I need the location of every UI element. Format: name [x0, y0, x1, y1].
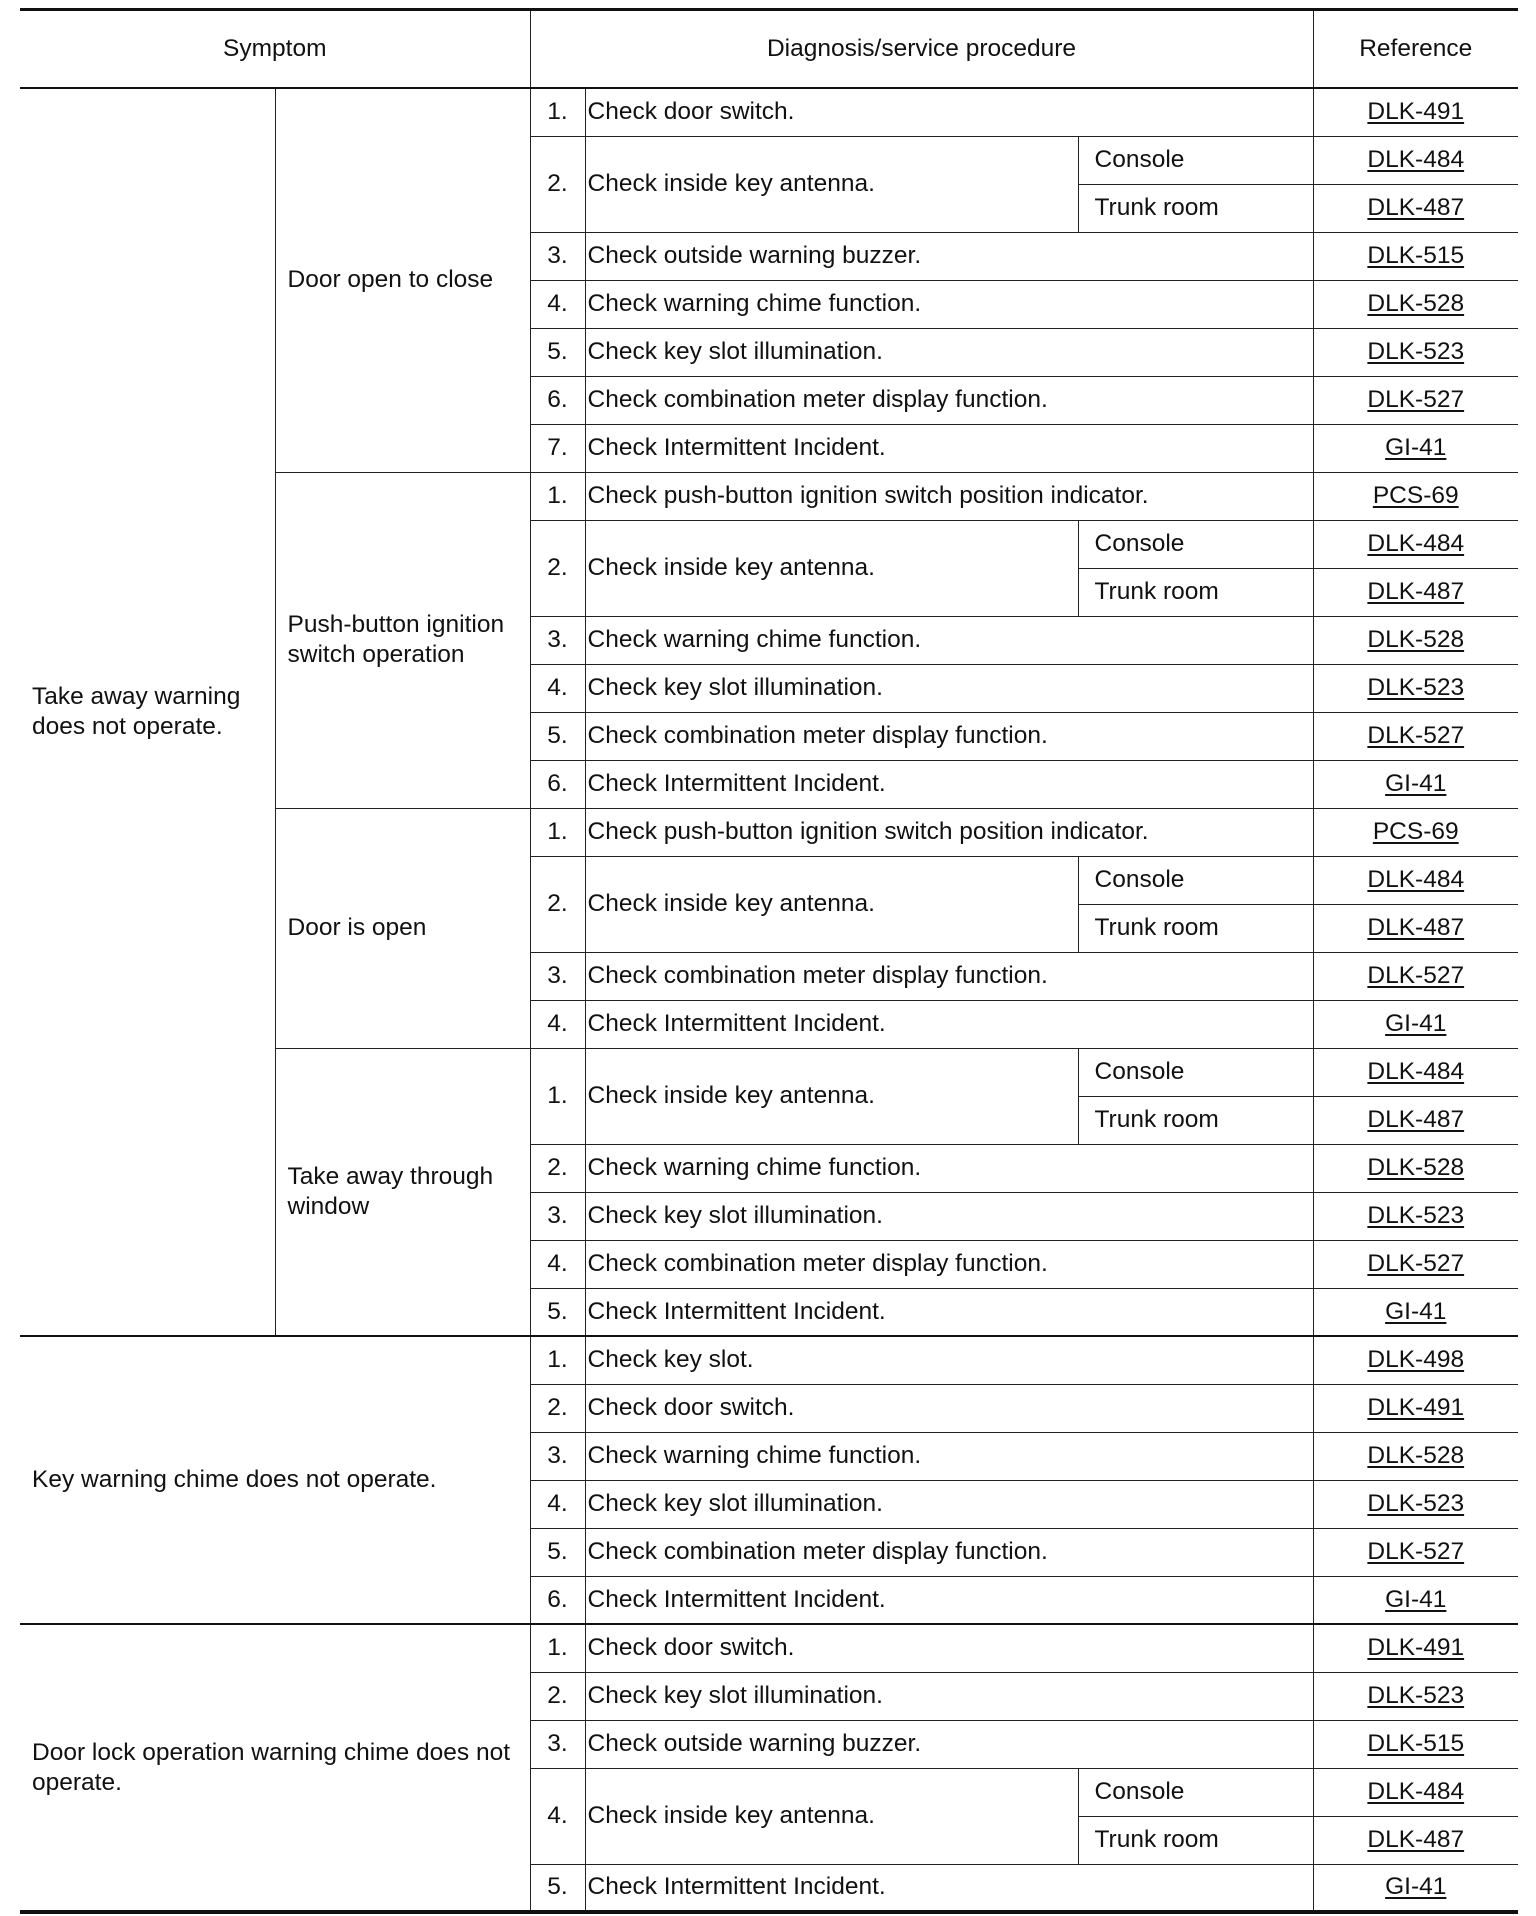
step-text: Check inside key antenna.: [585, 1048, 1078, 1144]
reference-cell: [1313, 568, 1518, 616]
table-row: [20, 1336, 1518, 1384]
step-number: 4.: [530, 664, 585, 712]
reference-cell: [1313, 1048, 1518, 1096]
symptom-label: Door lock operation warning chime does not operate.: [20, 1624, 530, 1912]
step-text: Check inside key antenna.: [585, 136, 1078, 232]
reference-cell: [1313, 1288, 1518, 1336]
reference-link[interactable]: DLK-523: [1367, 338, 1465, 366]
reference-cell: [1313, 1672, 1518, 1720]
step-number: 5.: [530, 1528, 585, 1576]
reference-cell: [1313, 1384, 1518, 1432]
step-text: Check door switch.: [585, 1384, 1313, 1432]
step-text: Check combination meter display function.: [585, 1528, 1313, 1576]
header-reference: Reference: [1313, 10, 1518, 89]
step-number: 2.: [530, 1672, 585, 1720]
step-number: 3.: [530, 1432, 585, 1480]
step-sub-location: Console: [1078, 136, 1313, 184]
step-text: Check combination meter display function.: [585, 952, 1313, 1000]
step-number: 3.: [530, 616, 585, 664]
reference-link[interactable]: PCS-69: [1372, 818, 1459, 846]
reference-link[interactable]: GI-41: [1385, 1010, 1447, 1038]
reference-cell: [1313, 664, 1518, 712]
reference-cell: [1313, 760, 1518, 808]
step-number: 3.: [530, 232, 585, 280]
step-number: 5.: [530, 712, 585, 760]
condition-label: Door is open: [275, 808, 530, 1048]
step-number: 1.: [530, 1048, 585, 1144]
reference-link[interactable]: DLK-515: [1367, 242, 1465, 270]
reference-cell: [1313, 88, 1518, 136]
step-number: 1.: [530, 1624, 585, 1672]
reference-link[interactable]: DLK-487: [1367, 578, 1465, 606]
step-text: Check outside warning buzzer.: [585, 1720, 1313, 1768]
reference-link[interactable]: GI-41: [1385, 1873, 1447, 1901]
reference-link[interactable]: DLK-523: [1367, 1682, 1465, 1710]
reference-cell: [1313, 1576, 1518, 1624]
reference-link[interactable]: DLK-527: [1367, 1250, 1465, 1278]
reference-link[interactable]: DLK-527: [1367, 962, 1465, 990]
reference-cell: [1313, 1816, 1518, 1864]
step-number: 3.: [530, 1192, 585, 1240]
condition-label: Take away through window: [275, 1048, 530, 1336]
reference-link[interactable]: DLK-484: [1367, 530, 1465, 558]
step-sub-location: Trunk room: [1078, 568, 1313, 616]
step-text: Check door switch.: [585, 1624, 1313, 1672]
step-number: 5.: [530, 1864, 585, 1912]
reference-cell: [1313, 1720, 1518, 1768]
reference-link[interactable]: GI-41: [1385, 1297, 1447, 1325]
step-number: 2.: [530, 520, 585, 616]
symptom-label: Key warning chime does not operate.: [20, 1336, 530, 1624]
reference-link[interactable]: DLK-491: [1367, 1634, 1465, 1662]
reference-link[interactable]: DLK-528: [1367, 290, 1465, 318]
step-text: Check Intermittent Incident.: [585, 424, 1313, 472]
reference-cell: [1313, 520, 1518, 568]
step-text: Check warning chime function.: [585, 280, 1313, 328]
step-text: Check Intermittent Incident.: [585, 1864, 1313, 1912]
reference-link[interactable]: DLK-523: [1367, 674, 1465, 702]
step-sub-location: Console: [1078, 1048, 1313, 1096]
reference-link[interactable]: DLK-487: [1367, 194, 1465, 222]
reference-link[interactable]: DLK-528: [1367, 1154, 1465, 1182]
reference-cell: [1313, 376, 1518, 424]
step-number: 3.: [530, 952, 585, 1000]
reference-cell: [1313, 1192, 1518, 1240]
step-number: 5.: [530, 1288, 585, 1336]
step-sub-location: Console: [1078, 856, 1313, 904]
reference-cell: [1313, 904, 1518, 952]
step-text: Check key slot illumination.: [585, 1672, 1313, 1720]
reference-link[interactable]: DLK-491: [1367, 98, 1465, 126]
reference-cell: [1313, 1144, 1518, 1192]
reference-cell: [1313, 1624, 1518, 1672]
header-procedure: Diagnosis/service procedure: [530, 10, 1313, 89]
table-body: [20, 88, 1518, 1912]
reference-cell: [1313, 232, 1518, 280]
step-text: Check Intermittent Incident.: [585, 760, 1313, 808]
step-text: Check Intermittent Incident.: [585, 1576, 1313, 1624]
reference-link[interactable]: GI-41: [1385, 434, 1447, 462]
reference-link[interactable]: GI-41: [1385, 770, 1447, 798]
step-number: 6.: [530, 376, 585, 424]
reference-link[interactable]: DLK-487: [1367, 1106, 1465, 1134]
step-number: 2.: [530, 856, 585, 952]
reference-link[interactable]: DLK-487: [1367, 914, 1465, 942]
reference-link[interactable]: DLK-484: [1367, 146, 1465, 174]
reference-cell: [1313, 1096, 1518, 1144]
reference-cell: [1313, 1432, 1518, 1480]
step-number: 3.: [530, 1720, 585, 1768]
reference-cell: [1313, 616, 1518, 664]
reference-link[interactable]: DLK-498: [1367, 1346, 1465, 1374]
step-text: Check key slot.: [585, 1336, 1313, 1384]
reference-link[interactable]: DLK-527: [1367, 1538, 1465, 1566]
reference-link[interactable]: DLK-484: [1367, 1058, 1465, 1086]
reference-link[interactable]: DLK-527: [1367, 386, 1465, 414]
step-sub-location: Console: [1078, 1768, 1313, 1816]
step-text: Check inside key antenna.: [585, 520, 1078, 616]
step-sub-location: Trunk room: [1078, 184, 1313, 232]
condition-label: Door open to close: [275, 88, 530, 472]
step-text: Check Intermittent Incident.: [585, 1288, 1313, 1336]
step-number: 1.: [530, 472, 585, 520]
reference-cell: [1313, 1768, 1518, 1816]
reference-link[interactable]: DLK-528: [1367, 626, 1465, 654]
reference-cell: [1313, 328, 1518, 376]
step-text: Check door switch.: [585, 88, 1313, 136]
reference-cell: [1313, 856, 1518, 904]
step-number: 4.: [530, 1240, 585, 1288]
step-text: Check combination meter display function.: [585, 1240, 1313, 1288]
reference-link[interactable]: PCS-69: [1372, 482, 1459, 510]
reference-link[interactable]: DLK-515: [1367, 1730, 1465, 1758]
step-number: 6.: [530, 760, 585, 808]
reference-cell: [1313, 1480, 1518, 1528]
table-row: [20, 88, 1518, 136]
step-number: 4.: [530, 280, 585, 328]
reference-link[interactable]: DLK-523: [1367, 1490, 1465, 1518]
reference-cell: [1313, 1336, 1518, 1384]
step-text: Check inside key antenna.: [585, 856, 1078, 952]
step-number: 7.: [530, 424, 585, 472]
step-number: 4.: [530, 1768, 585, 1864]
step-number: 4.: [530, 1000, 585, 1048]
step-sub-location: Trunk room: [1078, 1096, 1313, 1144]
reference-cell: [1313, 712, 1518, 760]
reference-cell: [1313, 808, 1518, 856]
reference-cell: [1313, 472, 1518, 520]
step-text: Check push-button ignition switch position indicator.: [585, 472, 1313, 520]
step-text: Check warning chime function.: [585, 1432, 1313, 1480]
reference-cell: [1313, 1864, 1518, 1912]
step-text: Check key slot illumination.: [585, 664, 1313, 712]
step-text: Check combination meter display function.: [585, 712, 1313, 760]
reference-cell: [1313, 280, 1518, 328]
step-text: Check inside key antenna.: [585, 1768, 1078, 1864]
step-number: 2.: [530, 1384, 585, 1432]
step-text: Check warning chime function.: [585, 616, 1313, 664]
symptom-diagnosis-table: [20, 8, 1518, 1914]
reference-cell: [1313, 1000, 1518, 1048]
reference-link[interactable]: DLK-528: [1367, 1442, 1465, 1470]
step-text: Check key slot illumination.: [585, 1192, 1313, 1240]
reference-link[interactable]: DLK-491: [1367, 1394, 1465, 1422]
step-number: 6.: [530, 1576, 585, 1624]
step-number: 1.: [530, 808, 585, 856]
step-text: Check push-button ignition switch position indicator.: [585, 808, 1313, 856]
reference-cell: [1313, 1240, 1518, 1288]
reference-link[interactable]: DLK-487: [1367, 1826, 1465, 1854]
reference-cell: [1313, 952, 1518, 1000]
reference-link[interactable]: DLK-523: [1367, 1202, 1465, 1230]
step-number: 2.: [530, 1144, 585, 1192]
step-number: 4.: [530, 1480, 585, 1528]
step-text: Check key slot illumination.: [585, 1480, 1313, 1528]
reference-link[interactable]: GI-41: [1385, 1585, 1447, 1613]
step-text: Check outside warning buzzer.: [585, 232, 1313, 280]
reference-link[interactable]: DLK-484: [1367, 1778, 1465, 1806]
reference-cell: [1313, 424, 1518, 472]
step-number: 1.: [530, 1336, 585, 1384]
step-sub-location: Console: [1078, 520, 1313, 568]
condition-label: Push-button ignition switch operation: [275, 472, 530, 808]
step-number: 1.: [530, 88, 585, 136]
step-text: Check key slot illumination.: [585, 328, 1313, 376]
step-text: Check combination meter display function.: [585, 376, 1313, 424]
reference-cell: [1313, 184, 1518, 232]
reference-cell: [1313, 136, 1518, 184]
reference-link[interactable]: DLK-484: [1367, 866, 1465, 894]
reference-cell: [1313, 1528, 1518, 1576]
symptom-label: Take away warning does not operate.: [20, 88, 275, 1336]
header-symptom: Symptom: [20, 10, 530, 89]
table-row: [20, 1624, 1518, 1672]
reference-link[interactable]: DLK-527: [1367, 722, 1465, 750]
step-number: 2.: [530, 136, 585, 232]
step-text: Check Intermittent Incident.: [585, 1000, 1313, 1048]
table-header: [20, 10, 1518, 89]
step-number: 5.: [530, 328, 585, 376]
step-sub-location: Trunk room: [1078, 1816, 1313, 1864]
step-sub-location: Trunk room: [1078, 904, 1313, 952]
step-text: Check warning chime function.: [585, 1144, 1313, 1192]
